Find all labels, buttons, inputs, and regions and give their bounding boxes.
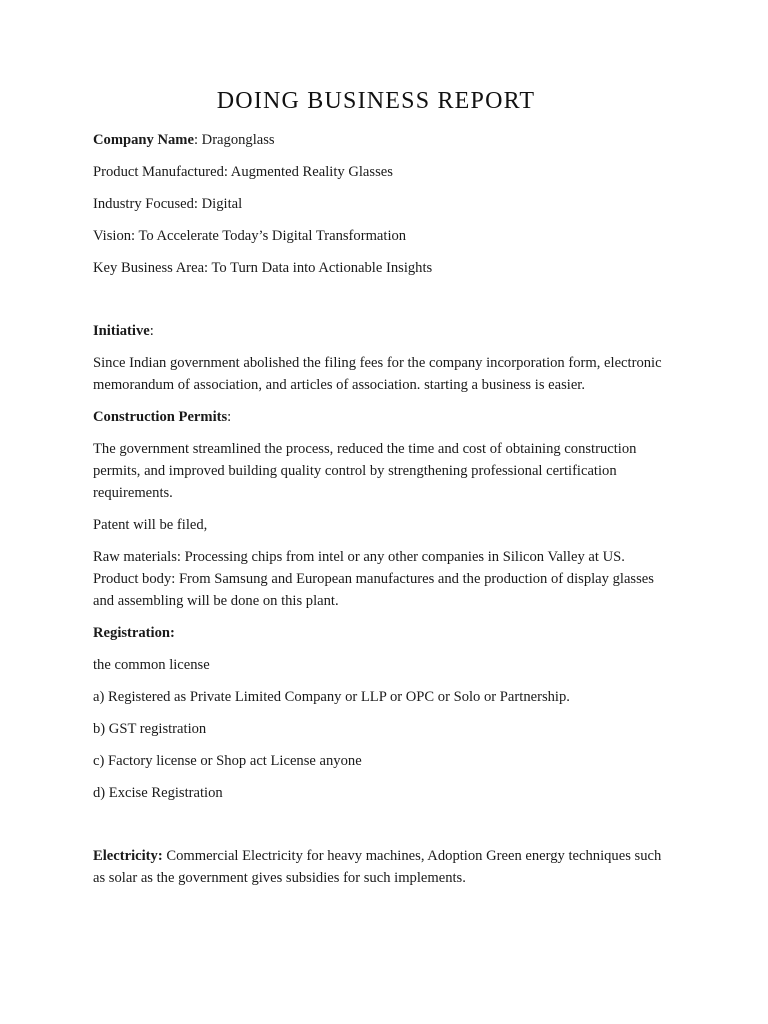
spacer bbox=[93, 289, 673, 320]
document-page bbox=[93, 88, 673, 899]
registration-item: c) Factory license or Shop act License anyone bbox=[93, 753, 362, 769]
construction-heading-label: Construction Permits bbox=[93, 409, 228, 425]
registration-heading-label: Registration: bbox=[93, 625, 175, 641]
registration-item: b) GST registration bbox=[93, 721, 207, 737]
registration-item: a) Registered as Private Limited Company or LLP or OPC or Solo or Partnership. bbox=[93, 689, 570, 705]
initiative-heading-colon: : bbox=[149, 323, 154, 339]
product-line: Product Manufactured: Augmented Reality Glasses bbox=[93, 164, 393, 180]
registration-heading bbox=[93, 622, 673, 644]
document-title: DOING BUSINESS REPORT bbox=[216, 88, 536, 114]
vision-line: Vision: To Accelerate Today’s Digital Transformation bbox=[93, 228, 407, 244]
construction-heading-colon: : bbox=[227, 409, 232, 425]
company-name-line bbox=[93, 129, 673, 151]
construction-heading bbox=[93, 406, 673, 428]
company-name-label: Company Name bbox=[93, 132, 194, 148]
initiative-text: Since Indian government abolished the filing fees for the company incorporation form, electronic memorandum of association, and articles of association. starting a business is easier. bbox=[93, 355, 662, 393]
company-name-value: : Dragonglass bbox=[193, 132, 275, 148]
industry-line: Industry Focused: Digital bbox=[93, 196, 243, 212]
initiative-heading bbox=[93, 320, 673, 342]
patent-line: Patent will be filed, bbox=[93, 517, 208, 533]
spacer bbox=[93, 814, 673, 845]
registration-intro: the common license bbox=[93, 657, 210, 673]
electricity-heading: Electricity: bbox=[93, 848, 163, 864]
key-area-line: Key Business Area: To Turn Data into Actionable Insights bbox=[93, 260, 433, 276]
initiative-heading-label: Initiative bbox=[93, 323, 150, 339]
registration-item: d) Excise Registration bbox=[93, 785, 223, 801]
construction-text: The government streamlined the process, reduced the time and cost of obtaining construction permits, and improved building quality control by strengthening professional certification requirements. bbox=[93, 441, 637, 501]
electricity-text: Commercial Electricity for heavy machines, Adoption Green energy techniques such as solar as the government gives subsidies for such implements. bbox=[93, 848, 662, 886]
raw-materials-text: Raw materials: Processing chips from intel or any other companies in Silicon Valley at US. Product body: From Samsung and European manufactures and the production of display glasses and assembling will be done on this plant. bbox=[93, 549, 654, 609]
electricity-paragraph bbox=[93, 845, 673, 889]
